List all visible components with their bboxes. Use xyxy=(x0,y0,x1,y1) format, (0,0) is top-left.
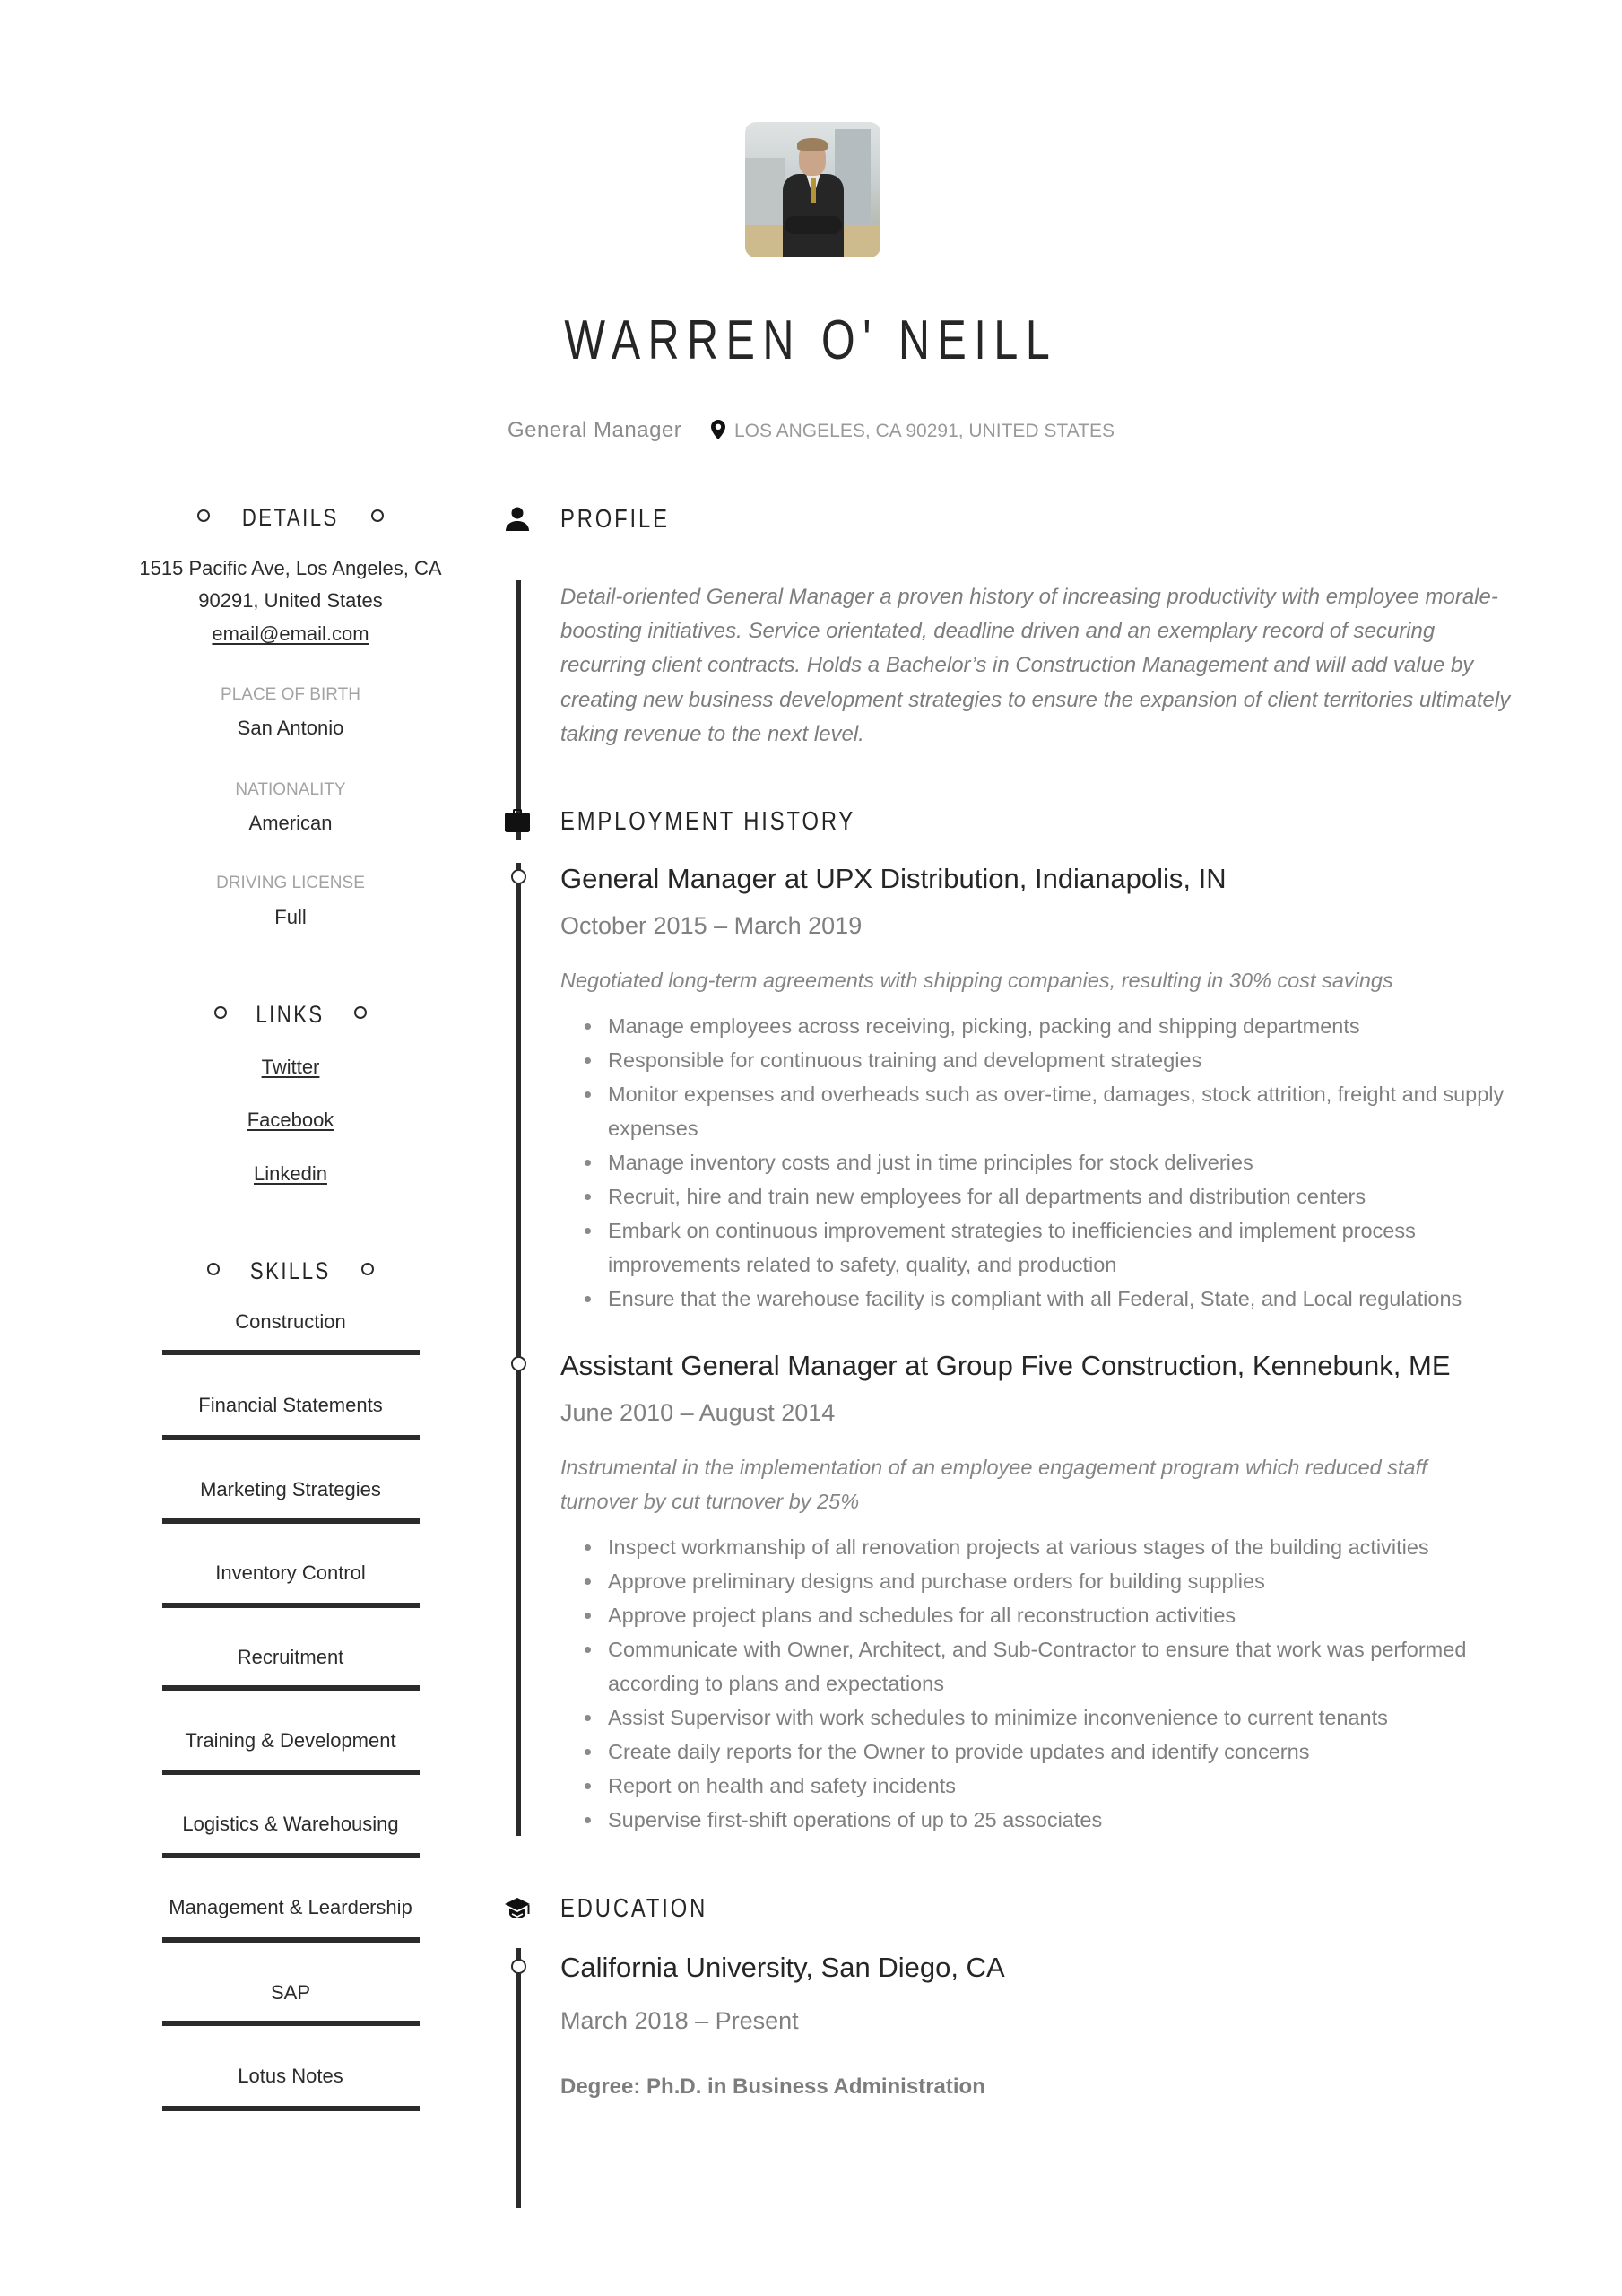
list-item: Manage inventory costs and just in time principles for stock deliveries xyxy=(560,1145,1520,1179)
profile-heading: PROFILE xyxy=(560,505,670,534)
list-item: Ensure that the warehouse facility is compliant with all Federal, State, and Local regulations xyxy=(560,1282,1520,1316)
skill-level-bar xyxy=(162,1518,420,1524)
list-item: Monitor expenses and overheads such as over-time, damages, stock attrition, freight and supply expenses xyxy=(560,1077,1520,1145)
profile-photo xyxy=(745,122,880,257)
list-item: Recruit, hire and train new employees for all departments and distribution centers xyxy=(560,1179,1520,1213)
timeline-node-icon xyxy=(511,869,526,884)
driving-license-value: Full xyxy=(274,906,307,928)
job-title: General Manager xyxy=(507,418,682,442)
nationality-value: American xyxy=(248,812,333,834)
list-item: Assist Supervisor with work schedules to minimize inconvenience to current tenants xyxy=(560,1700,1520,1735)
skill-label: Marketing Strategies xyxy=(200,1478,381,1500)
skill-level-bar xyxy=(162,1435,420,1440)
circle-icon xyxy=(207,1263,220,1275)
list-item: Embark on continuous improvement strategies to inefficiencies and implement process improvements related to safety, quality, and production xyxy=(560,1213,1520,1282)
skill-label: Lotus Notes xyxy=(238,2065,343,2087)
place-of-birth-value: San Antonio xyxy=(237,717,344,739)
email-link-wrap xyxy=(111,618,470,650)
skill-label: Logistics & Warehousing xyxy=(182,1813,399,1835)
job-title: Assistant General Manager at Group Five Construction, Kennebunk, ME xyxy=(560,1350,1451,1381)
education-heading: EDUCATION xyxy=(560,1894,708,1923)
facebook-link[interactable]: Facebook xyxy=(247,1109,334,1131)
list-item: Manage employees across receiving, picking, packing and shipping departments xyxy=(560,1009,1520,1043)
skill-level-bar xyxy=(162,1853,420,1858)
email-link[interactable]: email@email.com xyxy=(212,622,369,645)
timeline-node-icon xyxy=(511,1959,526,1974)
skill-label: SAP xyxy=(270,1981,311,2004)
skill-label: Inventory Control xyxy=(215,1561,366,1584)
skill-label: Financial Statements xyxy=(198,1394,383,1416)
skill-level-bar xyxy=(162,1685,420,1691)
location: LOS ANGELES, CA 90291, UNITED STATES xyxy=(733,421,1115,441)
link-item xyxy=(111,1104,470,1136)
circle-icon xyxy=(354,1006,367,1019)
employment-heading: EMPLOYMENT HISTORY xyxy=(560,807,856,836)
school-name: California University, San Diego, CA xyxy=(560,1952,1005,1983)
linkedin-link[interactable]: Linkedin xyxy=(254,1162,327,1185)
skill-level-bar xyxy=(162,1603,420,1608)
skill-level-bar xyxy=(162,1770,420,1775)
job-summary: Negotiated long-term agreements with shipping companies, resulting in 30% cost savings xyxy=(560,969,1393,992)
person-icon xyxy=(504,505,531,532)
place-of-birth-label: PLACE OF BIRTH xyxy=(221,685,360,704)
skill-label: Recruitment xyxy=(237,1646,344,1668)
link-item xyxy=(111,1051,470,1083)
job-dates: October 2015 – March 2019 xyxy=(560,912,863,939)
skill-level-bar xyxy=(162,1350,420,1355)
education-timeline-line xyxy=(516,1948,521,2208)
circle-icon xyxy=(197,509,210,522)
nationality-label: NATIONALITY xyxy=(235,780,346,799)
list-item: Responsible for continuous training and development strategies xyxy=(560,1043,1520,1077)
job-title: General Manager at UPX Distribution, Indianapolis, IN xyxy=(560,863,1227,894)
address-line-1: 1515 Pacific Ave, Los Angeles, CA xyxy=(139,557,442,579)
profile-summary: Detail-oriented General Manager a proven history of increasing productivity with employee morale-boosting initiatives. Service orientated, deadline driven and an exemplary record of securing recurring client contracts. Holds a Bachelor’s in Construction Management and will add value by creating new business development strategies to ensure the expansion of client territories ultimately taking revenue to the next level. xyxy=(560,585,1511,746)
skill-label: Training & Development xyxy=(185,1729,396,1752)
profile-timeline-line xyxy=(516,580,521,840)
skill-level-bar xyxy=(162,1937,420,1943)
skill-label: Construction xyxy=(235,1310,346,1333)
job-summary: Instrumental in the implementation of an employee engagement program which reduced staff turnover by cut turnover by 25% xyxy=(560,1456,1427,1513)
skills-heading: SKILLS xyxy=(111,1255,470,1287)
twitter-link[interactable]: Twitter xyxy=(261,1056,320,1078)
header-subtitle xyxy=(0,414,1622,448)
list-item: Report on health and safety incidents xyxy=(560,1769,1520,1803)
job-bullet-list xyxy=(560,1530,1520,1837)
driving-license-label: DRIVING LICENSE xyxy=(216,874,365,892)
graduation-cap-icon xyxy=(504,1895,531,1922)
skill-level-bar xyxy=(162,2106,420,2111)
list-item: Communicate with Owner, Architect, and Sub-Contractor to ensure that work was performed according to plans and expectations xyxy=(560,1632,1520,1700)
briefcase-icon xyxy=(504,807,531,834)
circle-icon xyxy=(371,509,384,522)
list-item: Create daily reports for the Owner to provide updates and identify concerns xyxy=(560,1735,1520,1769)
list-item: Approve project plans and schedules for all reconstruction activities xyxy=(560,1598,1520,1632)
circle-icon xyxy=(214,1006,227,1019)
job-bullet-list xyxy=(560,1009,1520,1316)
list-item: Inspect workmanship of all renovation projects at various stages of the building activities xyxy=(560,1530,1520,1564)
timeline-node-icon xyxy=(511,1356,526,1371)
links-heading: LINKS xyxy=(111,998,470,1031)
address-line-2: 90291, United States xyxy=(198,589,383,612)
details-heading: DETAILS xyxy=(111,501,470,534)
list-item: Supervise first-shift operations of up to 25 associates xyxy=(560,1803,1520,1837)
list-item: Approve preliminary designs and purchase orders for building supplies xyxy=(560,1564,1520,1598)
skill-level-bar xyxy=(162,2021,420,2026)
employment-timeline-line xyxy=(516,863,521,1836)
skill-label: Management & Leardership xyxy=(169,1896,412,1918)
job-dates: June 2010 – August 2014 xyxy=(560,1399,836,1426)
map-pin-icon xyxy=(711,420,725,439)
link-item xyxy=(111,1158,470,1190)
education-dates: March 2018 – Present xyxy=(560,2007,799,2034)
degree: Degree: Ph.D. in Business Administration xyxy=(560,2074,985,2099)
circle-icon xyxy=(361,1263,374,1275)
candidate-name: WARREN O' NEILL xyxy=(564,309,1058,371)
